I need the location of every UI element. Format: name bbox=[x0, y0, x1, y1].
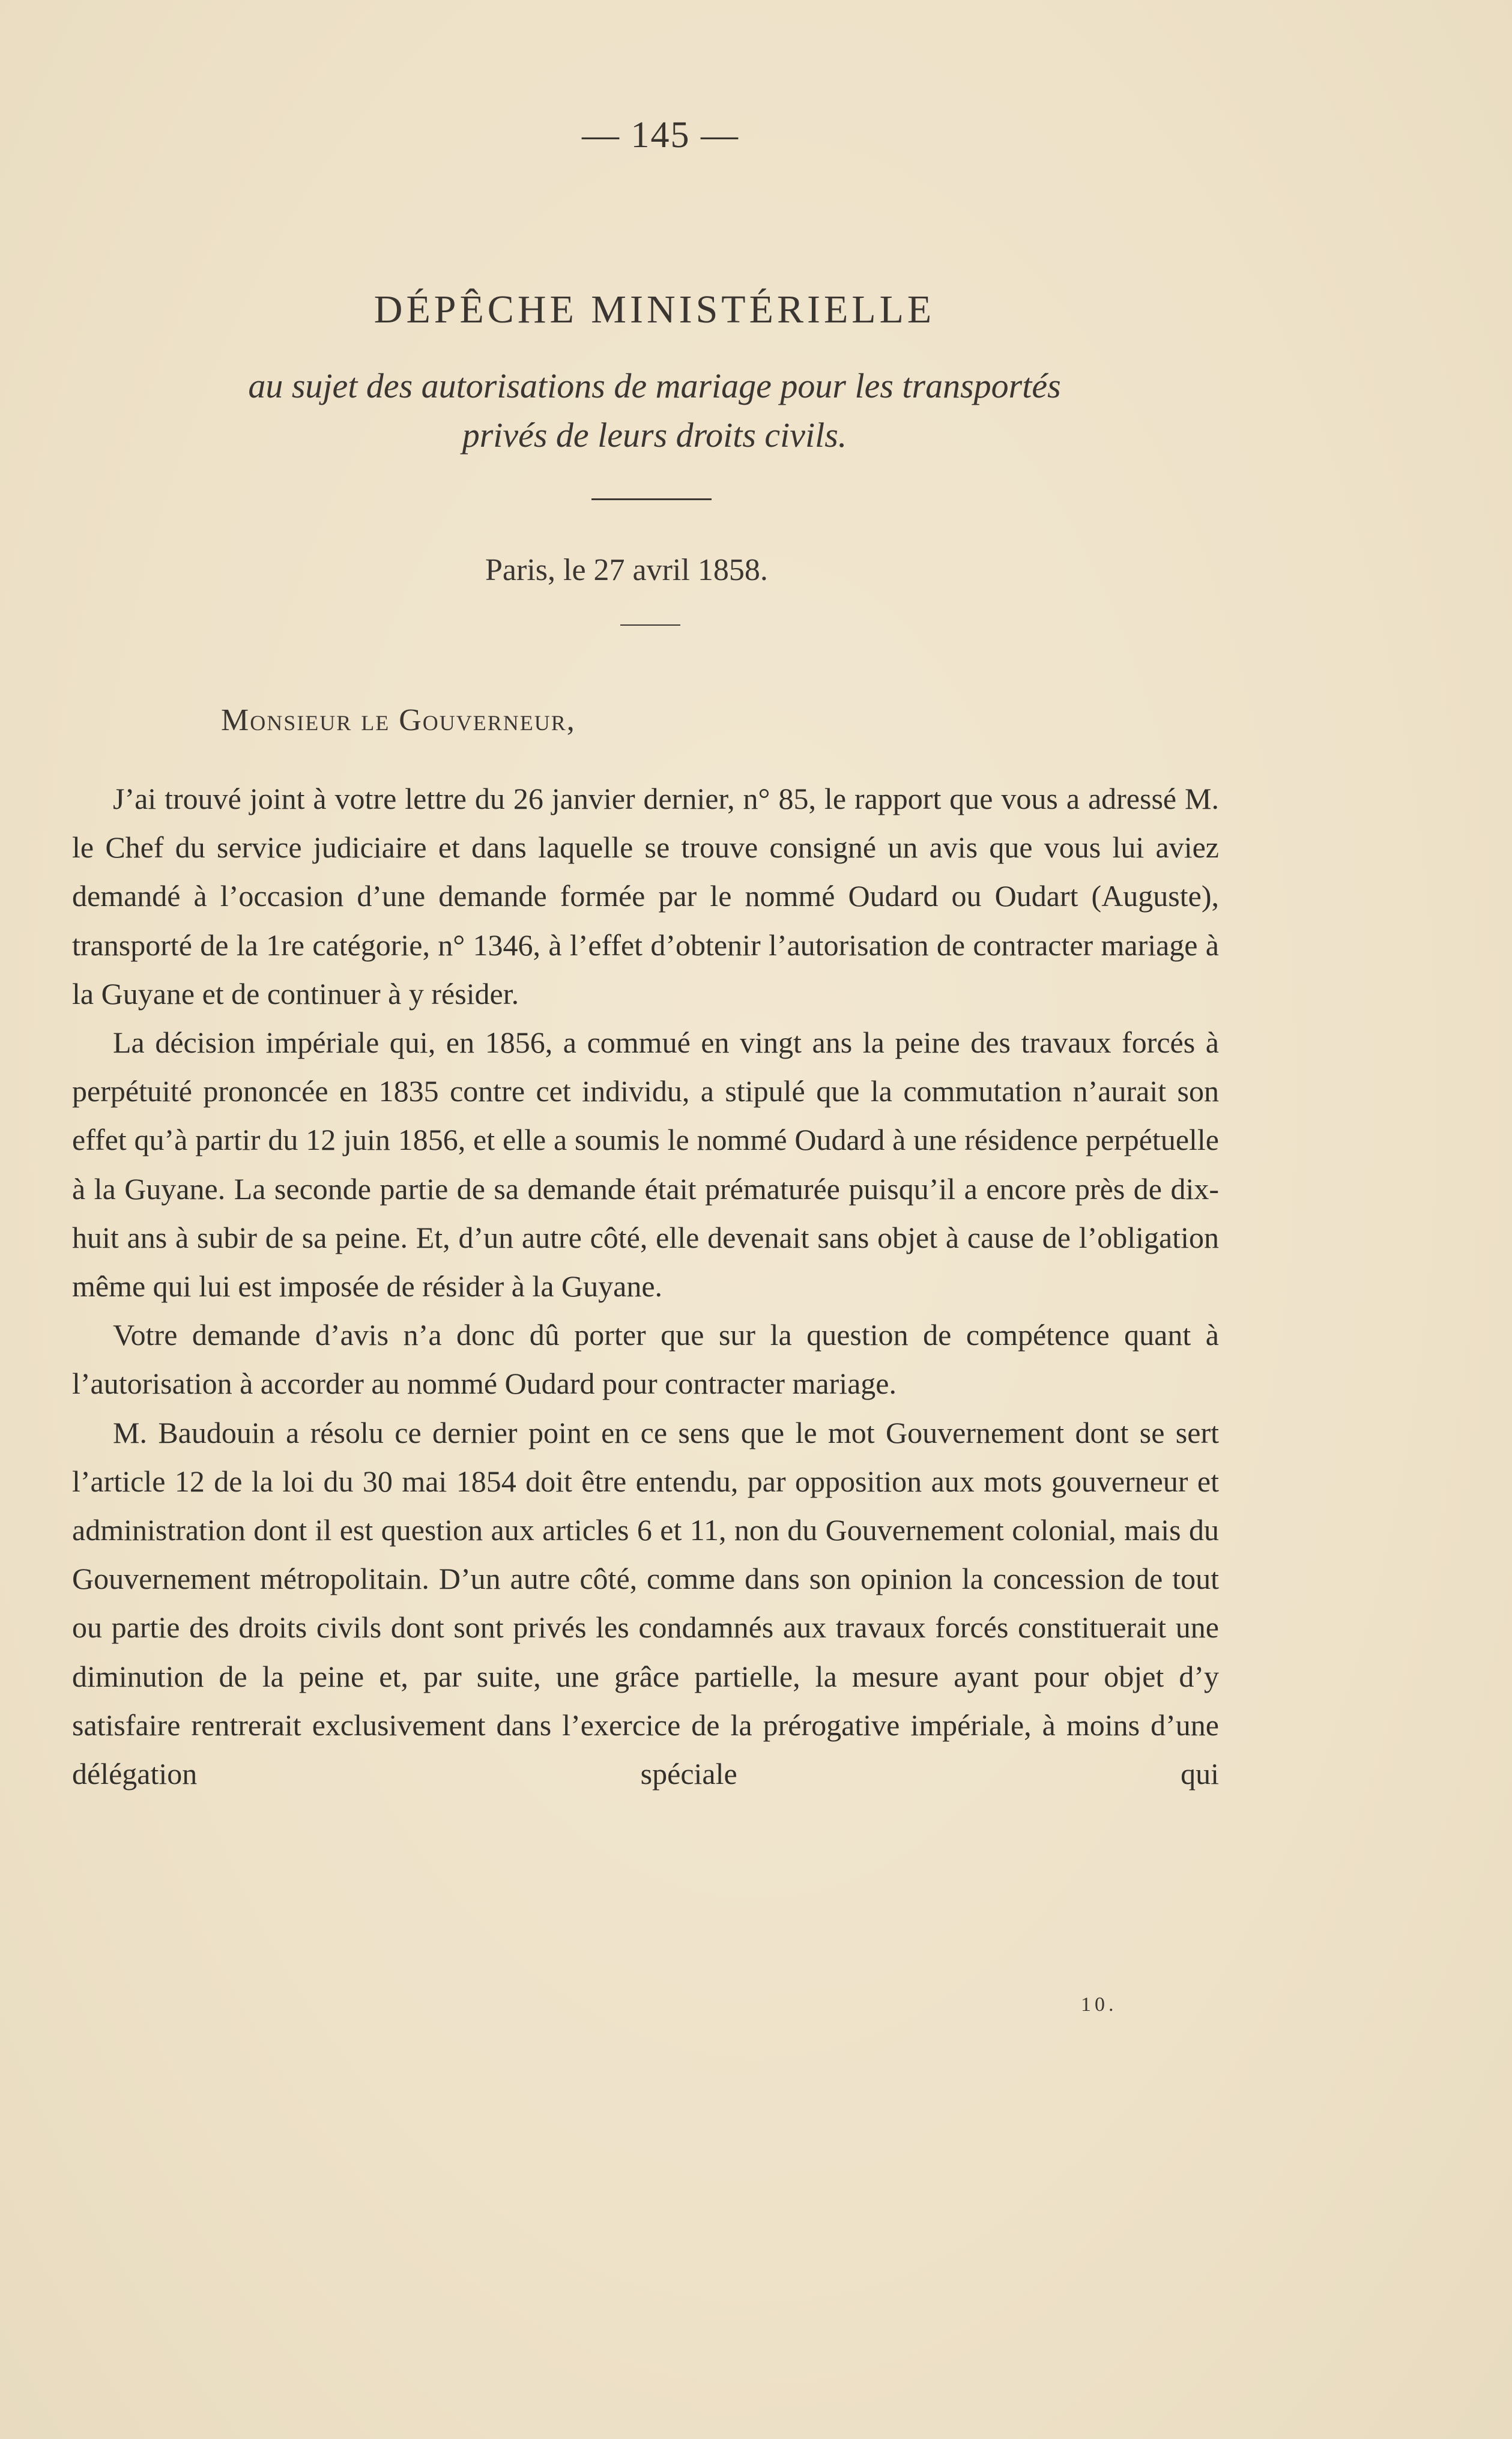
paragraph-2: La décision impériale qui, en 1856, a commué en vingt ans la peine des travaux forcés à perpétuité prononcée en 1835 contre cet individu, a stipulé que la commutation n’aurait son effet qu’à partir du 12 juin 1856, et elle a soumis le nommé Oudard à une résidence perpétuelle à la Guyane. La seconde partie de sa demande était prématurée puisqu’il a encore près de dix-huit ans à subir de sa peine. Et, d’un autre côté, elle devenait sans objet à cause de l’obligation même qui lui est imposée de résider à la Guyane. bbox=[72, 1026, 1219, 1304]
paragraph-1: J’ai trouvé joint à votre lettre du 26 janvier dernier, n° 85, le rapport que vous a adressé M. le Chef du service judiciaire et dans laquelle se trouve consigné un avis que vous lui aviez demandé à l’occasion d’une demande formée par le nommé Oudard ou Oudart (Auguste), transporté de la 1re catégorie, n° 1346, à l’effet d’obtenir l’autorisation de contracter mariage à la Guyane et de continuer à y résider. bbox=[72, 782, 1219, 1011]
salutation: Monsieur le Gouverneur, bbox=[221, 703, 576, 737]
document-title: DÉPÊCHE MINISTÉRIELLE bbox=[373, 288, 936, 331]
dateline: Paris, le 27 avril 1858. bbox=[485, 553, 768, 587]
paragraph-3: Votre demande d’avis n’a donc dû porter que sur la question de compétence quant à l’autorisation à accorder au nommé Oudard pour contracter mariage. bbox=[72, 1318, 1219, 1401]
separator-rule bbox=[591, 498, 712, 500]
subtitle-line-1: au sujet des autorisations de mariage pour les transportés bbox=[248, 366, 1061, 405]
paragraph-4: M. Baudouin a résolu ce dernier point en ce sens que le mot Gouvernement dont se sert l’article 12 de la loi du 30 mai 1854 doit être entendu, par opposition aux mots gouverneur et administration dont il est question aux articles 6 et 11, non du Gouvernement colonial, mais du Gouvernement métropolitain. D’un autre côté, comme dans son opinion la concession de tout ou partie des droits civils dont sont privés les condamnés aux travaux forcés constituerait une diminution de la peine et, par suite, une grâce partielle, la mesure ayant pour objet d’y satisfaire rentrerait exclusivement dans l’exercice de la prérogative impériale, à moins d’une délégation spéciale qui bbox=[72, 1415, 1219, 1791]
letter-body bbox=[72, 775, 1219, 1798]
separator-rule-short bbox=[620, 624, 680, 626]
page-number: — 145 — bbox=[582, 115, 739, 156]
signature-mark: 10. bbox=[1081, 1993, 1117, 2016]
subtitle-line-2: privés de leurs droits civils. bbox=[462, 416, 847, 455]
document-subtitle bbox=[0, 361, 1309, 460]
